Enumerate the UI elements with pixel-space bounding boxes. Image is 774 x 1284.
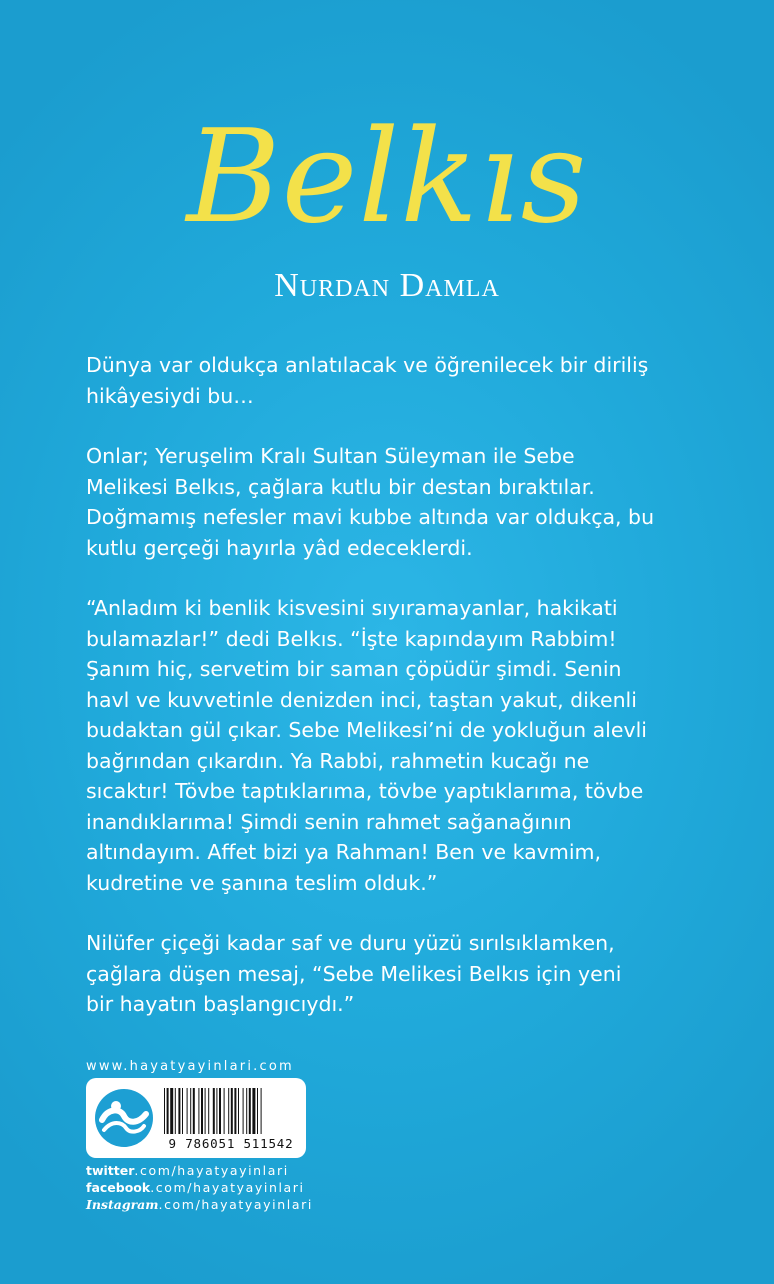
barcode-bar	[252, 1088, 255, 1134]
barcode-bar	[208, 1088, 209, 1134]
barcode-bar	[190, 1088, 191, 1134]
barcode-bar	[246, 1088, 247, 1134]
book-title: Belkıs	[186, 103, 588, 252]
twitter-brand: twitter	[86, 1163, 135, 1178]
barcode-bar	[228, 1088, 229, 1134]
instagram-brand: Instagram	[86, 1197, 159, 1212]
twitter-link[interactable]	[86, 1163, 346, 1178]
author-name: Nurdan Damla	[274, 267, 500, 304]
blurb-paragraph: “Anladım ki benlik kisvesini sıyıramayanlar, hakikati bulamazlar!” dedi Belkıs. “İşte kapındayım Rabbim! Şanım hiç, servetim bir saman çöpüdür şimdi. Senin havl ve kuvvetinle denizden inci, taştan yakut, dikenli budaktan gül çıkar. Sebe Melikesi’ni de yokluğun alevli bağrından çıkardın. Ya Rabbi, rahmetin kucağı ne sıcaktır! Tövbe taptıklarıma, tövbe yaptıklarıma, tövbe inandıklarıma! Şimdi senin rahmet sağanağının altındayım. Affet bizi ya Rahman! Ben ve kavmim, kudretine ve şanına teslim olduk.”	[86, 596, 647, 895]
blurb-paragraph: Dünya var oldukça anlatılacak ve öğrenilecek bir diriliş hikâyesiydi bu…	[86, 353, 649, 408]
barcode-bar	[213, 1088, 215, 1134]
isbn-number: 9 786051 511542	[168, 1136, 294, 1151]
blurb-paragraph: Nilüfer çiçeği kadar saf ve duru yüzü sırılsıklamken, çağlara düşen mesaj, “Sebe Melikesi Belkıs için yeni bir hayatın başlangıcıydı.”	[86, 931, 622, 1016]
instagram-link[interactable]	[86, 1197, 346, 1212]
blurb	[86, 350, 696, 1050]
barcode-bar	[261, 1088, 262, 1134]
twitter-handle: .com/hayatyayinlari	[134, 1163, 289, 1178]
barcode-bar	[238, 1088, 239, 1134]
barcode-bar	[178, 1088, 180, 1134]
facebook-link[interactable]	[86, 1180, 346, 1195]
barcode	[162, 1086, 298, 1136]
facebook-handle: .com/hayatyayinlari	[150, 1180, 305, 1195]
barcode-bar	[219, 1088, 221, 1134]
facebook-brand: facebook	[86, 1180, 151, 1195]
barcode-bar	[164, 1088, 165, 1134]
barcode-bar	[231, 1088, 233, 1134]
publisher-website[interactable]: www.hayatyayinlari.com	[86, 1059, 294, 1074]
publisher-logo-icon	[94, 1088, 154, 1148]
barcode-bar	[249, 1088, 251, 1134]
barcode-bar	[257, 1088, 258, 1134]
barcode-bar	[234, 1088, 236, 1134]
blurb-paragraph: Onlar; Yeruşelim Kralı Sultan Süleyman ile Sebe Melikesi Belkıs, çağlara kutlu bir destan bıraktılar. Doğmamış nefesler mavi kubbe altında var oldukça, bu kutlu gerçeği hayırla yâd edeceklerdi.	[86, 444, 655, 560]
barcode-bar	[193, 1088, 195, 1134]
publisher-box	[86, 1078, 306, 1158]
barcode-bar	[170, 1088, 173, 1134]
barcode-bar	[187, 1088, 188, 1134]
barcode-bar	[182, 1088, 183, 1134]
barcode-bar	[175, 1088, 176, 1134]
barcode-bar	[243, 1088, 244, 1134]
barcode-bar	[201, 1088, 203, 1134]
barcode-bar	[224, 1088, 225, 1134]
barcode-bar	[167, 1088, 169, 1134]
barcode-bar	[216, 1088, 217, 1134]
barcode-bar	[198, 1088, 199, 1134]
instagram-handle: .com/hayatyayinlari	[158, 1197, 313, 1212]
barcode-bar	[205, 1088, 206, 1134]
